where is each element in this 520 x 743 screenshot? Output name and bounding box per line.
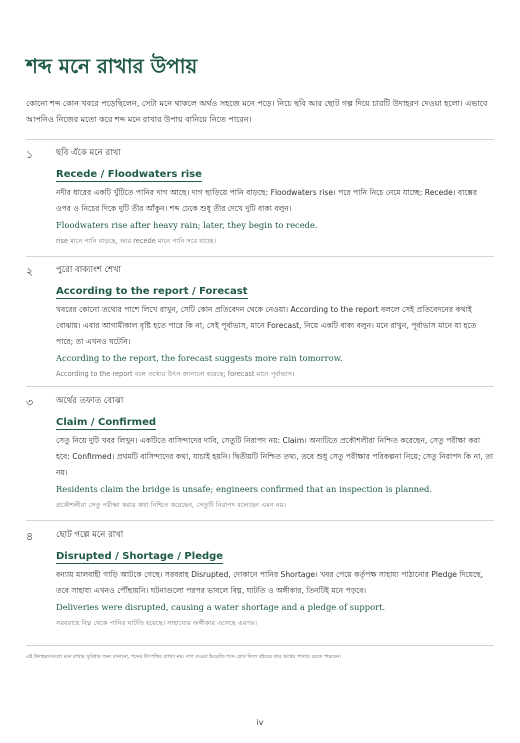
- section-heading: পুরো বাক্যাংশ শেখা: [56, 265, 122, 275]
- section-heading: অর্থের তফাত বোঝা: [56, 396, 124, 406]
- term-link[interactable]: Disrupted / Shortage / Pledge: [56, 551, 224, 562]
- term-link[interactable]: Recede / Floodwaters rise: [56, 169, 202, 180]
- example-sentence: Residents claim the bridge is unsafe; engineers confirmed that an inspection is planned.: [56, 484, 433, 494]
- section-number: ৩: [26, 396, 34, 409]
- page-number: iv: [256, 718, 264, 727]
- example-note: প্রকৌশলীরা সেতু পরীক্ষা করার কথা নিশ্চিত করেছেন, সেতুটি নিরাপদ বলেছেন এমন নয়।: [56, 501, 286, 509]
- example-note: সরবরাহে বিঘ্ন থেকে পানির ঘাটতি হয়েছে। সাহায্যের অঙ্গীকার এসেছে এরপর।: [56, 619, 257, 627]
- section-paragraph: সেতু নিয়ে দুটি খবর লিখুন। একটিতে বাসিন্দাদের দাবি, সেতুটি নিরাপদ নয়: Claim। অন্যটিতে প্রকৌশলীরা নিশ্চিত করেছেন, সেতু পরীক্ষা করা হবে: Confirmed। প্রথমটি বাসিন্দাদের কথা, যাচাই হয়নি। দ্বিতীয়টি নিশ্চিত তথ্য, তবে শুধু সেতু পরীক্ষার পরিকল্পনা নিয়ে; সেতু নিরাপদ কি না, তা নয়।: [56, 436, 494, 477]
- section-heading: ছবি এঁকে মনে রাখা: [56, 148, 121, 158]
- section-number: ১: [26, 148, 34, 161]
- section-paragraph: নদীর ধারের একটি খুঁটিতে পানির দাগ আছে। দাগ ছাড়িয়ে পানি বাড়ছে: Floodwaters rise। পরে পানি নিচে নেমে যাচ্ছে: Recede। বাক্সের ওপর ও নিচের দিকে দুটি তীর আঁকুন। শব্দ ঢেকে শুধু তীর দেখে দুটি বাক্য বলুন।: [56, 188, 478, 213]
- section-paragraph: খবরের কোনো তথ্যের পাশে লিখে রাখুন, সেটি কোন প্রতিবেদন থেকে নেওয়া। According to the report বললে সেই প্রতিবেদনের কথাই বোঝায়। এবার আগামীকাল বৃষ্টি হতে পারে কি না, সেই পূর্বাভাস, মানে Forecast, নিয়ে একটি বাক্য বলুন। মনে রাখুন, পূর্বাভাস মানে যা হতে পারে; তা এখনও ঘটেনি।: [56, 305, 477, 346]
- example-note: According to the report বলে তথ্যের উৎস জানানো হয়েছে; forecast মানে পূর্বাভাস।: [56, 370, 295, 378]
- divider: [26, 386, 494, 387]
- example-sentence: Deliveries were disrupted, causing a water shortage and a pledge of support.: [56, 602, 386, 612]
- section-heading: ছোট গল্পে মনে রাখা: [56, 530, 124, 540]
- footnote: এই উদাহরণগুলো মনে রাখার সুবিধার জন্য বানানো, শব্দের উৎপত্তির ব্যাখ্যা নয়। দাগ দেওয়া ইংরেজি শব্দে চোখ দিলে বইয়ের তার অর্থের পাতায় যেতে পারবেন।: [26, 654, 341, 660]
- term-link[interactable]: According to the report / Forecast: [56, 286, 248, 297]
- term-link[interactable]: Claim / Confirmed: [56, 417, 157, 428]
- divider: [26, 645, 494, 646]
- section-paragraph: বন্যায় মালবাহী গাড়ি আটকে গেছে। সরবরাহ Disrupted, দোকানে পানির Shortage। খবর পেয়ে কর্তৃপক্ষ সাহায্য পাঠানোর Pledge দিয়েছে, তবে সাহায্য এখনও পৌঁছায়নি। ঘটনাগুলো পরপর ভাবলে বিঘ্ন, ঘাটতি ও অঙ্গীকার, তিনটিই মনে পড়বে।: [56, 570, 484, 595]
- intro-paragraph: কোনো শব্দ কোন খবরে পড়েছিলেন, সেটা মনে থাকলে অর্থও সহজে মনে পড়ে। নিচে ছবি আর ছোট গল্প দিয়ে চারটি উদাহরণ দেওয়া হলো। এভাবে আপনিও নিজের মতো করে শব্দ মনে রাখার উপায় বানিয়ে নিতে পারেন।: [26, 99, 488, 124]
- section-number: ৪: [26, 530, 34, 543]
- divider: [26, 520, 494, 521]
- section-number: ২: [26, 265, 34, 278]
- example-note: rise মানে পানি বাড়ছে, আর recede মানে পানি সরে যাচ্ছে।: [56, 237, 217, 245]
- example-sentence: Floodwaters rise after heavy rain; later, they begin to recede.: [56, 220, 318, 230]
- page-title: শব্দ মনে রাখার উপায়: [26, 54, 198, 78]
- example-sentence: According to the report, the forecast suggests more rain tomorrow.: [56, 353, 343, 363]
- divider: [26, 139, 494, 140]
- divider: [26, 256, 494, 257]
